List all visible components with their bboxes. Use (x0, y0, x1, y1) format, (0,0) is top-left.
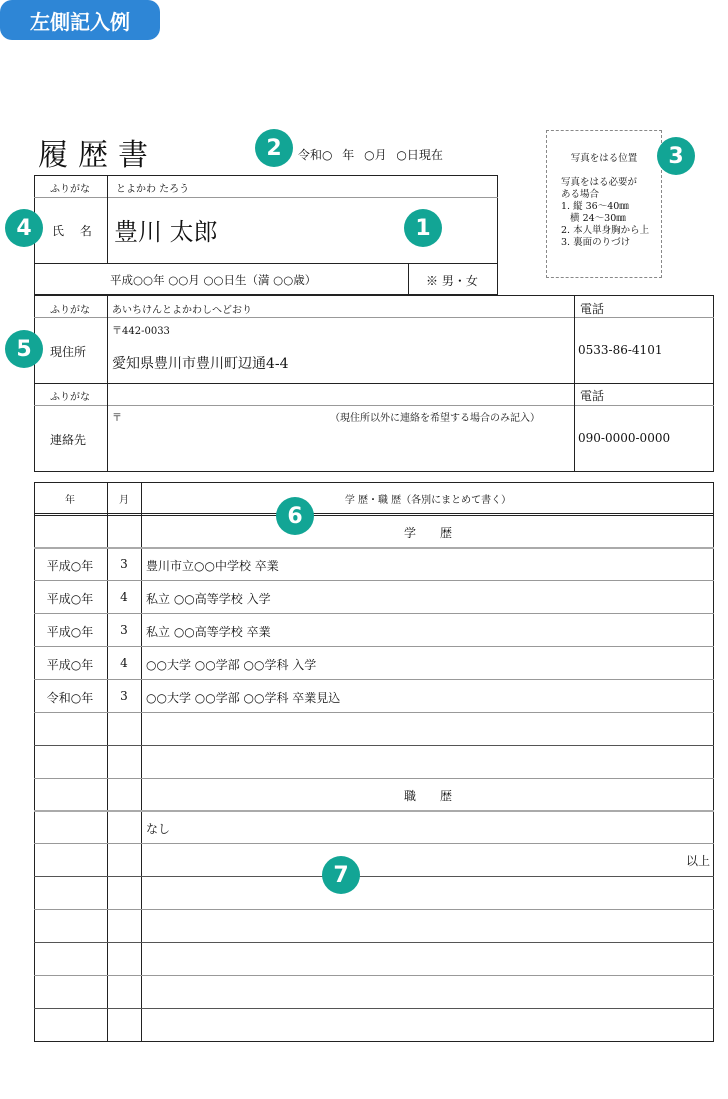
name-value[interactable]: 豊川 太郎 (114, 218, 218, 246)
address-furigana[interactable]: あいちけんとよかわしへどおり (112, 305, 252, 316)
furigana-label: ふりがな (50, 305, 90, 316)
row-content[interactable]: ○○大学 ○○学部 ○○学科 卒業見込 (146, 691, 341, 705)
row-content[interactable]: 豊川市立○○中学校 卒業 (146, 559, 279, 573)
marker-2-icon: 2 (255, 129, 293, 167)
furigana-label: ふりがな (50, 184, 90, 195)
marker-7-icon: 7 (322, 856, 360, 894)
marker-4-icon: 4 (5, 209, 43, 247)
row-month[interactable]: 4 (120, 590, 128, 604)
marker-1-icon: 1 (404, 209, 442, 247)
name-label: 氏 名 (52, 224, 98, 238)
page-title: 履歴書 (38, 138, 158, 173)
address-value[interactable]: 愛知県豊川市豊川町辺通4-4 (112, 356, 289, 372)
contact-label: 連絡先 (50, 433, 87, 447)
birth-date[interactable]: 平成○○年 ○○月 ○○日生（満 ○○歳） (110, 273, 317, 287)
row-year[interactable]: 令和○年 (46, 691, 94, 705)
photo-line: 3. 裏面のりづけ (561, 237, 631, 248)
work-content[interactable]: なし (146, 822, 171, 836)
photo-line: 写真をはる必要が (561, 177, 638, 188)
contact-note: （現住所以外に連絡を希望する場合のみ記入） (330, 413, 540, 424)
photo-line: ある場合 (561, 189, 600, 200)
row-month[interactable]: 3 (120, 623, 128, 637)
row-year[interactable]: 平成○年 (46, 592, 94, 606)
row-content[interactable]: ○○大学 ○○学部 ○○学科 入学 (146, 658, 317, 672)
col-content: 学 歴・職 歴（各別にまとめて書く） (344, 495, 512, 506)
gender[interactable]: ※ 男・女 (426, 274, 478, 288)
row-year[interactable]: 平成○年 (46, 658, 94, 672)
date-line: 令和○ 年 ○月 ○日現在 (298, 148, 443, 162)
address-phone[interactable]: 0533-86-4101 (578, 343, 663, 357)
photo-title: 写真をはる位置 (570, 153, 638, 164)
phone-label: 電話 (580, 389, 605, 403)
row-content[interactable]: 私立 ○○高等学校 卒業 (146, 625, 271, 639)
contact-phone[interactable]: 090-0000-0000 (578, 431, 671, 445)
education-heading: 学 歴 (403, 526, 452, 540)
phone-label: 電話 (580, 302, 605, 316)
marker-3-icon: 3 (657, 137, 695, 175)
contact-postal[interactable]: 〒 (112, 413, 122, 424)
row-year[interactable]: 平成○年 (46, 625, 94, 639)
address-postal[interactable]: 〒442-0033 (112, 326, 170, 337)
photo-placeholder (546, 130, 662, 278)
row-content[interactable]: 私立 ○○高等学校 入学 (146, 592, 271, 606)
furigana-label: ふりがな (50, 392, 90, 403)
photo-line: 2. 本人単身胸から上 (561, 225, 650, 236)
work-heading: 職 歴 (403, 789, 452, 803)
row-month[interactable]: 3 (120, 557, 128, 571)
row-month[interactable]: 4 (120, 656, 128, 670)
row-year[interactable]: 平成○年 (46, 559, 94, 573)
photo-line: 横 24～30㎜ (561, 213, 626, 224)
name-furigana[interactable]: とよかわ たろう (116, 184, 190, 195)
photo-line: 1. 縦 36～40㎜ (561, 201, 629, 212)
marker-6-icon: 6 (276, 497, 314, 535)
col-month: 月 (119, 495, 129, 506)
address-label: 現住所 (50, 345, 87, 359)
example-tag: 左側記入例 (0, 0, 160, 40)
row-month[interactable]: 3 (120, 689, 128, 703)
col-year: 年 (65, 495, 75, 506)
marker-5-icon: 5 (5, 330, 43, 368)
end-text: 以上 (685, 854, 710, 868)
